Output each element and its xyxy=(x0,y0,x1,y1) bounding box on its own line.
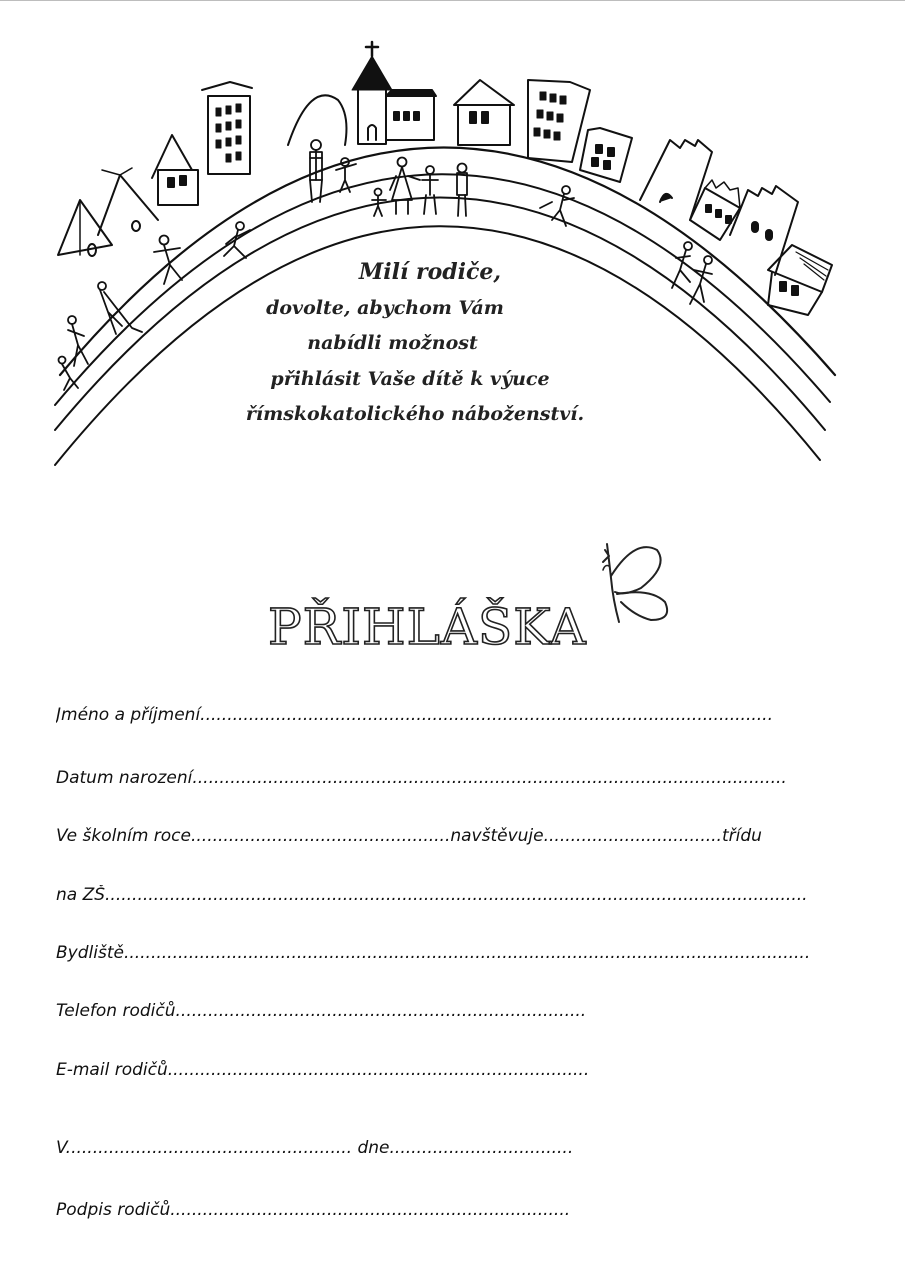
school-year-field[interactable]: Ve školním roce................................................navštěvuje.................................třídu xyxy=(56,826,762,846)
name-field[interactable]: Jméno a příjmení.......................................................................................................... xyxy=(56,705,773,725)
title-block xyxy=(250,540,690,670)
greeting-line: nabídli možnost xyxy=(307,332,478,354)
house-icon xyxy=(580,128,632,182)
parent-email-field[interactable]: E-mail rodičů.............................................................................. xyxy=(56,1060,590,1080)
birth-date-field[interactable]: Datum narození.............................................................................................................. xyxy=(56,768,787,788)
apartment-building-icon xyxy=(202,82,252,174)
parent-phone-field[interactable]: Telefon rodičů............................................................................ xyxy=(56,1001,587,1021)
greeting-salutation: Milí rodiče, xyxy=(358,259,502,285)
tent-icon xyxy=(58,200,112,256)
house-icon xyxy=(152,135,198,205)
dome-building-icon xyxy=(288,95,346,145)
castle-icon xyxy=(640,140,798,275)
person-figure-icon xyxy=(59,316,89,390)
house-icon xyxy=(768,245,832,315)
greeting-text xyxy=(200,255,640,433)
greeting-line: dovolte, abychom Vám xyxy=(266,296,504,319)
place-date-field[interactable]: V..................................................... dne.................................. xyxy=(56,1138,574,1158)
tent-icon xyxy=(98,168,158,235)
greeting-line: římskokatolického náboženství. xyxy=(245,403,585,425)
school-field[interactable]: na ZŠ.................................................................................................................................. xyxy=(56,885,808,905)
form-title: PŘIHLÁŠKA xyxy=(268,598,587,656)
residence-field[interactable]: Bydliště............................................................................................................................... xyxy=(56,943,811,963)
apartment-building-icon xyxy=(528,80,590,162)
house-icon xyxy=(454,80,514,145)
butterfly-icon xyxy=(595,540,675,625)
church-icon xyxy=(352,42,436,144)
person-figure-icon xyxy=(154,236,182,285)
page-top-border xyxy=(0,0,905,1)
greeting-line: přihlásit Vaše dítě k výuce xyxy=(270,367,550,390)
parent-signature-field[interactable]: Podpis rodičů.......................................................................... xyxy=(56,1200,571,1220)
